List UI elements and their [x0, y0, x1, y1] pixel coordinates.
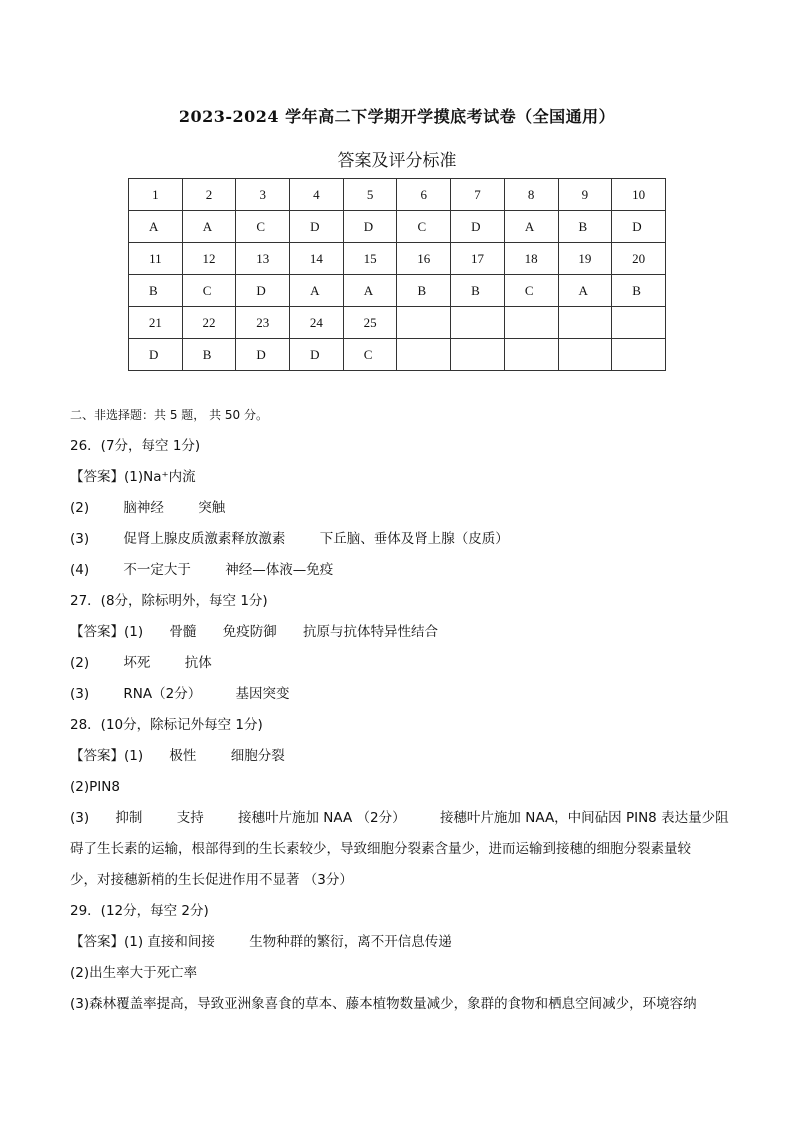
answer-cell: B	[397, 275, 451, 307]
answer-cell	[558, 339, 612, 371]
answer-text: 基因突变	[235, 686, 290, 702]
answer-text: 支持	[176, 810, 204, 826]
q28-answer-3-cont: 碍了生长素的运输，根部得到的生长素较少，导致细胞分裂素含量少，进而运输到接穗的细胞分裂素量较	[70, 841, 691, 857]
question-number-row	[129, 243, 666, 275]
question-number-cell	[451, 307, 505, 339]
question-number-cell: 11	[129, 243, 183, 275]
answer-cell: B	[612, 275, 666, 307]
q26-answer-4	[70, 555, 730, 586]
answer-text: 抗体	[184, 655, 212, 671]
answer-text: 细胞分裂	[230, 748, 285, 764]
answer-text: 不一定大于	[123, 562, 191, 578]
answer-cell: A	[558, 275, 612, 307]
q27-answer-3	[70, 679, 730, 710]
q26-header: 26．(7分，每空 1分)	[70, 438, 201, 454]
answer-text: 骨髓	[169, 624, 197, 640]
answer-num: (2)	[70, 655, 90, 671]
question-number-cell: 6	[397, 179, 451, 211]
answer-text: 神经—体液—免疫	[225, 562, 334, 578]
question-number-cell: 19	[558, 243, 612, 275]
question-number-cell	[397, 307, 451, 339]
q26-answer-2	[70, 493, 730, 524]
answer-text: 抗原与抗体特异性结合	[303, 624, 439, 640]
answer-cell	[451, 339, 505, 371]
question-number-cell: 24	[290, 307, 344, 339]
q29-answer-2: (2)出生率大于死亡率	[70, 965, 198, 981]
answer-cell: D	[290, 211, 344, 243]
answer-text: 坏死	[123, 655, 151, 671]
answer-cell: B	[182, 339, 236, 371]
q27-answer-2	[70, 648, 730, 679]
answer-row	[129, 339, 666, 371]
answer-num: (3)	[70, 686, 90, 702]
answer-prefix: 【答案】(1)	[70, 469, 144, 485]
answer-cell: B	[558, 211, 612, 243]
answer-text: RNA（2分）	[123, 686, 202, 702]
answer-cell	[504, 339, 558, 371]
question-number-row	[129, 307, 666, 339]
q29-answer-3: (3)森林覆盖率提高，导致亚洲象喜食的草本、藤本植物数量减少，象群的食物和栖息空间减少，环境容纳	[70, 996, 697, 1012]
section-heading: 二、非选择题：共 5 题， 共 50 分。	[70, 408, 268, 422]
answer-cell: D	[236, 275, 290, 307]
answer-text: 抑制	[115, 810, 143, 826]
answer-text: Na⁺内流	[143, 469, 196, 485]
answer-prefix: 【答案】(1)	[70, 748, 144, 764]
answer-cell: D	[236, 339, 290, 371]
question-number-cell: 4	[290, 179, 344, 211]
q28-answer-3	[70, 803, 730, 834]
answer-cell: B	[129, 275, 183, 307]
answer-prefix: 【答案】(1)	[70, 934, 144, 950]
q26-answer-3	[70, 524, 730, 555]
answer-num: (3)	[70, 531, 90, 547]
answer-text: 直接和间接	[147, 934, 215, 950]
answer-cell: C	[182, 275, 236, 307]
answer-num: (2)	[70, 500, 90, 516]
answer-table	[128, 178, 666, 371]
question-number-cell: 9	[558, 179, 612, 211]
answer-cell	[612, 339, 666, 371]
question-number-cell: 20	[612, 243, 666, 275]
q29-header: 29．(12分，每空 2分)	[70, 903, 209, 919]
answer-cell: C	[343, 339, 397, 371]
answer-cell: D	[290, 339, 344, 371]
answer-cell: D	[129, 339, 183, 371]
q28-answer-3-cont: 少，对接穗新梢的生长促进作用不显著 （3分）	[70, 872, 353, 888]
question-number-cell: 16	[397, 243, 451, 275]
answer-cell: C	[397, 211, 451, 243]
answer-text: 免疫防御	[222, 624, 277, 640]
answer-cell: C	[236, 211, 290, 243]
question-number-cell	[504, 307, 558, 339]
answer-row	[129, 275, 666, 307]
answer-body	[70, 400, 730, 1020]
answer-cell: A	[343, 275, 397, 307]
question-number-row	[129, 179, 666, 211]
answer-text: 脑神经	[123, 500, 164, 516]
page-title: 2023-2024 学年高二下学期开学摸底考试卷（全国通用）	[178, 107, 616, 126]
answer-text: 接穗叶片施加 NAA，中间砧因 PIN8 表达量少阻	[439, 810, 729, 826]
answer-cell	[397, 339, 451, 371]
question-number-cell: 7	[451, 179, 505, 211]
question-number-cell: 18	[504, 243, 558, 275]
question-number-cell: 5	[343, 179, 397, 211]
answer-prefix: 【答案】(1)	[70, 624, 144, 640]
q28-header: 28．(10分，除标记外每空 1分)	[70, 717, 263, 733]
q26-answer-1	[70, 462, 730, 493]
answer-text: 接穗叶片施加 NAA （2分）	[238, 810, 406, 826]
answer-text: 极性	[169, 748, 197, 764]
answer-row	[129, 211, 666, 243]
q28-answer-1	[70, 741, 730, 772]
answer-num: (4)	[70, 562, 90, 578]
answer-cell: A	[129, 211, 183, 243]
answer-cell: D	[451, 211, 505, 243]
answer-text: 生物种群的繁衍，离不开信息传递	[249, 934, 452, 950]
page-subtitle: 答案及评分标准	[337, 151, 457, 171]
answer-cell: D	[612, 211, 666, 243]
answer-text: 突触	[198, 500, 226, 516]
question-number-cell: 3	[236, 179, 290, 211]
question-number-cell: 14	[290, 243, 344, 275]
question-number-cell	[612, 307, 666, 339]
answer-num: (3)	[70, 810, 90, 826]
question-number-cell: 17	[451, 243, 505, 275]
question-number-cell: 22	[182, 307, 236, 339]
answer-cell: A	[290, 275, 344, 307]
answer-text: 下丘脑、垂体及肾上腺（皮质）	[319, 531, 509, 547]
q27-header: 27．(8分，除标明外，每空 1分)	[70, 593, 268, 609]
q28-answer-2: (2)PIN8	[70, 779, 120, 795]
q27-answer-1	[70, 617, 730, 648]
answer-cell: C	[504, 275, 558, 307]
question-number-cell: 2	[182, 179, 236, 211]
question-number-cell: 12	[182, 243, 236, 275]
question-number-cell: 13	[236, 243, 290, 275]
answer-cell: A	[504, 211, 558, 243]
q29-answer-1	[70, 927, 730, 958]
question-number-cell: 8	[504, 179, 558, 211]
answer-text: 促肾上腺皮质激素释放激素	[123, 531, 286, 547]
question-number-cell: 25	[343, 307, 397, 339]
answer-cell: B	[451, 275, 505, 307]
answer-cell: A	[182, 211, 236, 243]
question-number-cell: 15	[343, 243, 397, 275]
question-number-cell	[558, 307, 612, 339]
question-number-cell: 1	[129, 179, 183, 211]
question-number-cell: 10	[612, 179, 666, 211]
question-number-cell: 23	[236, 307, 290, 339]
answer-cell: D	[343, 211, 397, 243]
question-number-cell: 21	[129, 307, 183, 339]
